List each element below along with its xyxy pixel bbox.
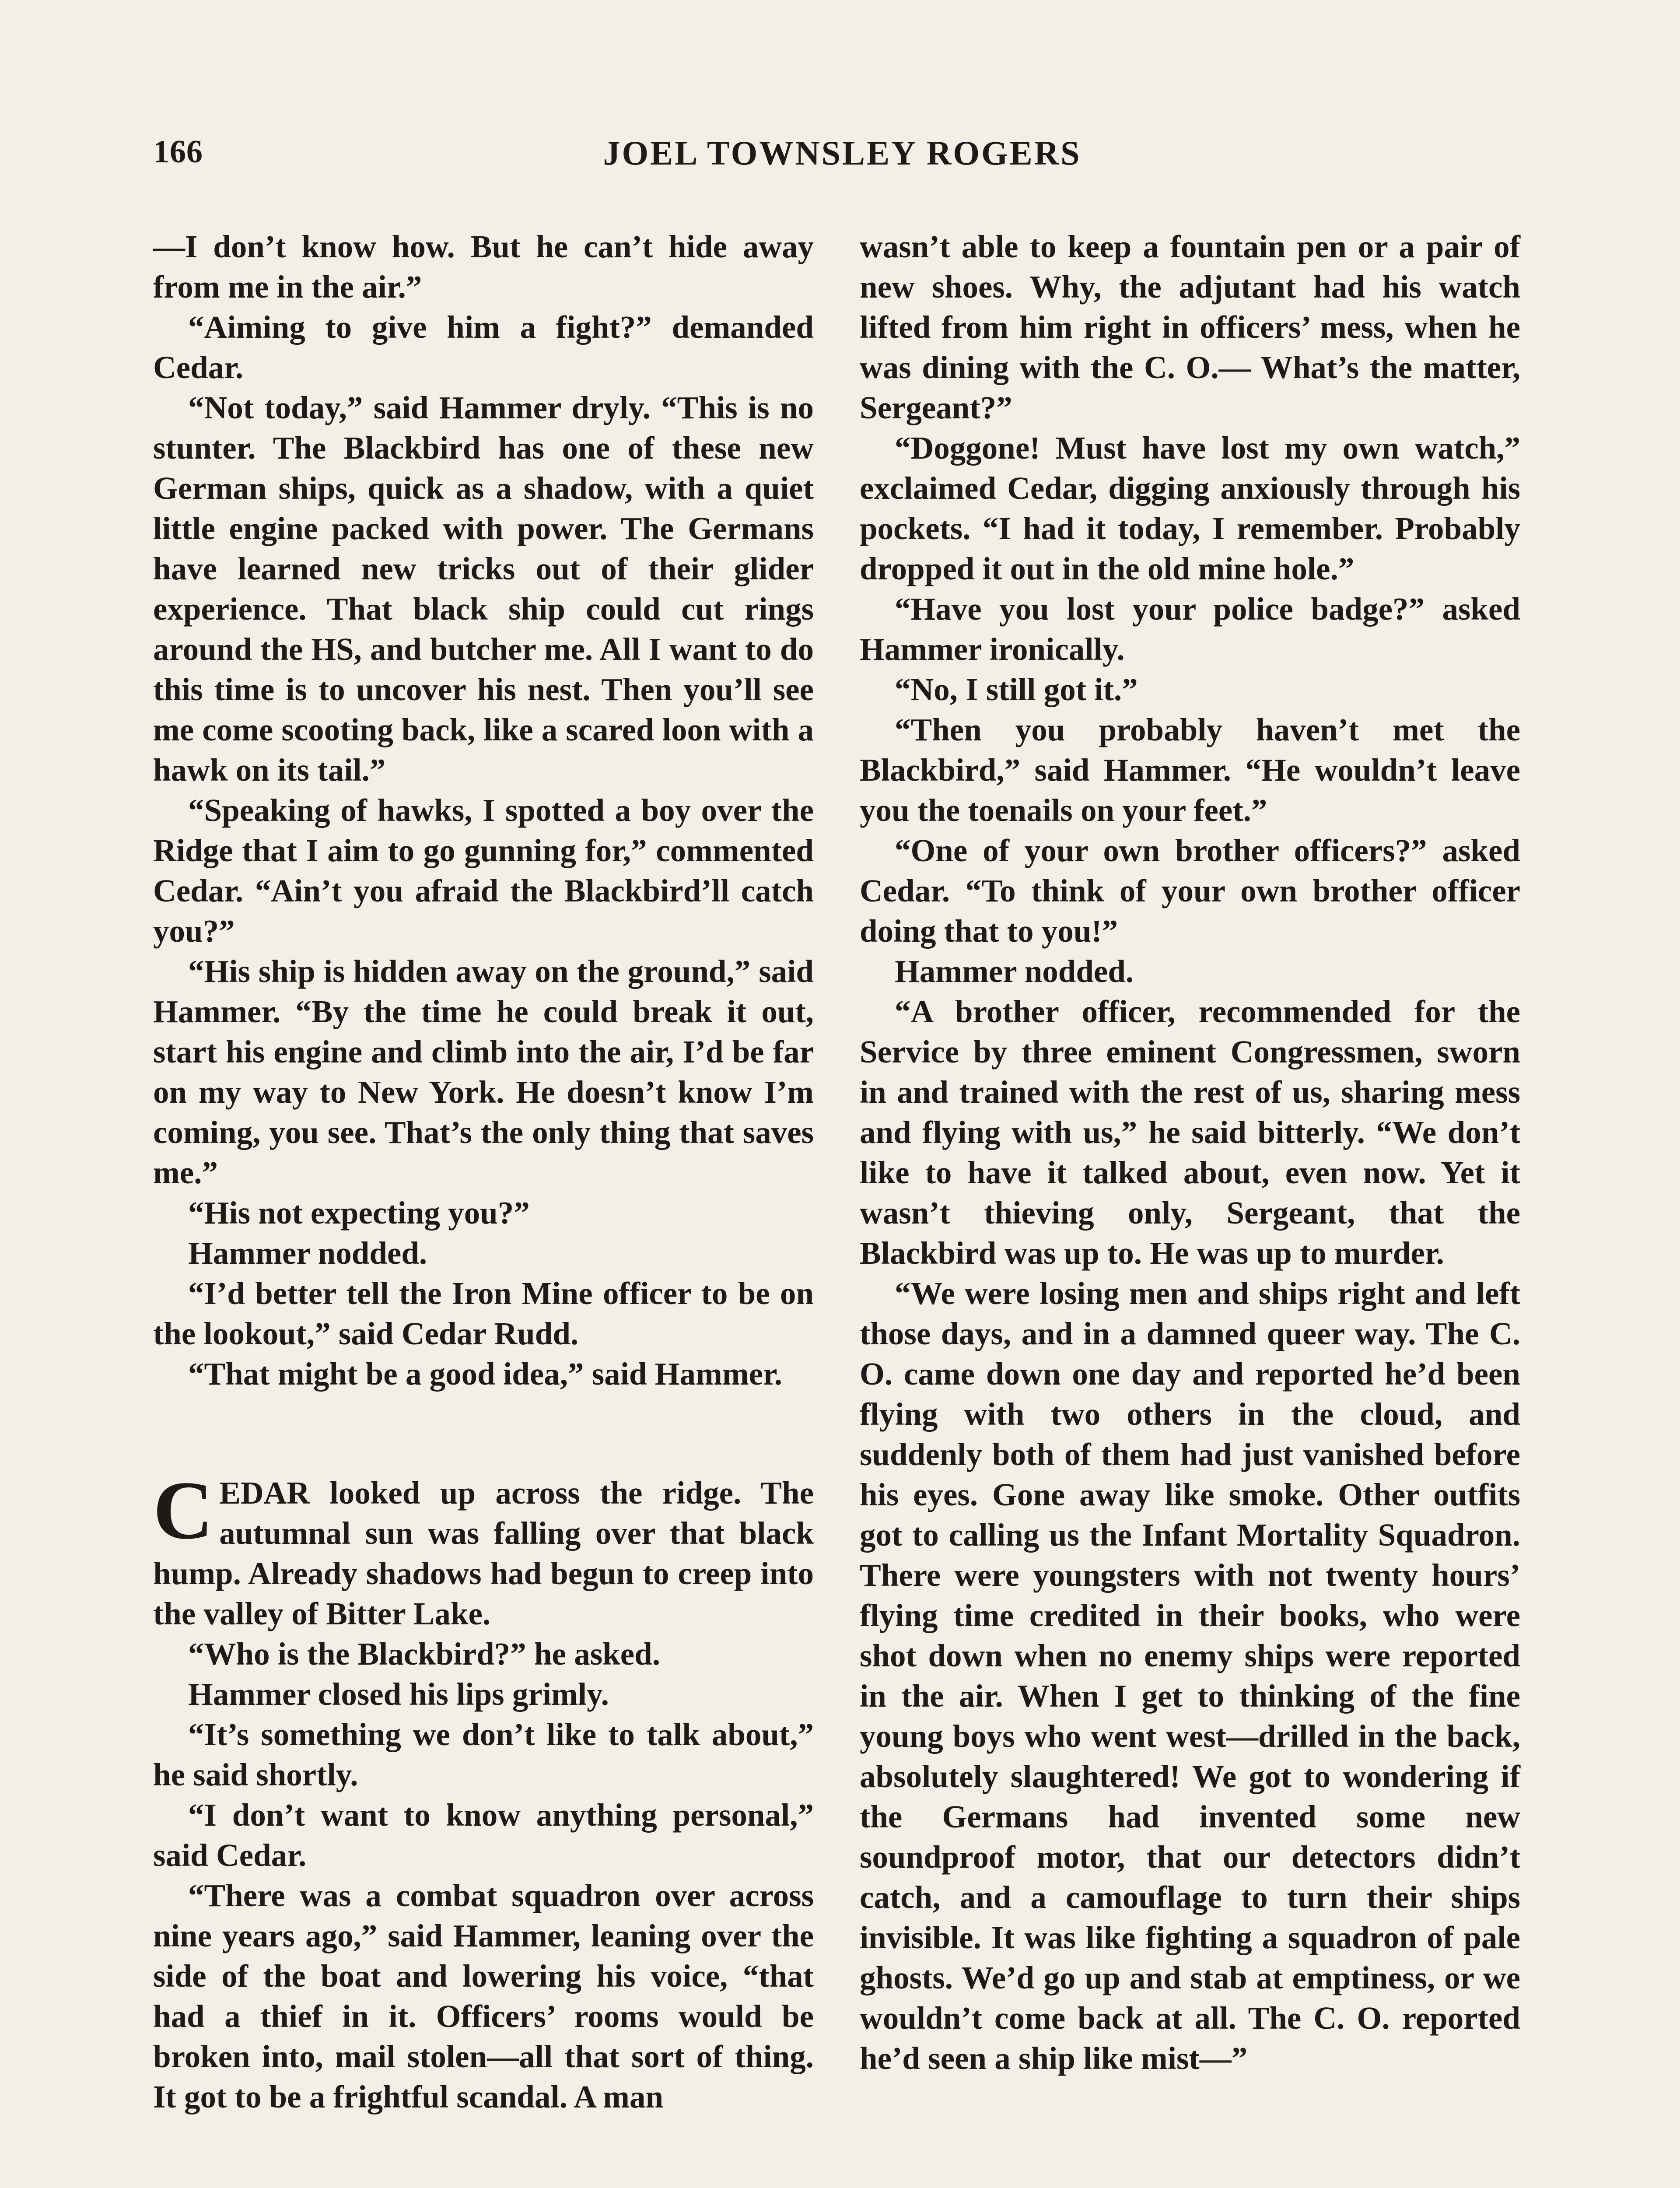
paragraph: “It’s something we don’t like to talk about,” he said shortly. bbox=[153, 1717, 814, 1792]
right-column bbox=[860, 227, 1520, 2079]
page-header bbox=[153, 133, 1531, 186]
paragraph: “Aiming to give him a fight?” demanded Cedar. bbox=[153, 309, 814, 385]
paragraph: “Who is the Blackbird?” he asked. bbox=[188, 1636, 660, 1672]
page-number: 166 bbox=[153, 134, 203, 170]
paragraph: “There was a combat squadron over across nine years ago,” said Hammer, leaning over the side of the boat and lowering his voice, “that had a thief in it. Officers’ rooms would be broken into, mail stolen—all that sort of thing. It got to be a frightful scandal. A man bbox=[153, 1878, 814, 2114]
running-head-author: JOEL TOWNSLEY ROGERS bbox=[603, 134, 1082, 172]
paragraph: “That might be a good idea,” said Hammer. bbox=[188, 1356, 783, 1392]
section-opening-paragraph bbox=[153, 1465, 814, 1634]
left-column bbox=[153, 227, 814, 2117]
paragraph: “Not today,” said Hammer dryly. “This is no stunter. The Blackbird has one of these new German ships, quick as a shadow, with a quiet little engine packed with power. The Germans have learned new tricks out of their glider experience. That black ship could cut rings around the HS, and butcher me. All I want to do this time is to uncover his nest. Then you’ll see me come scooting back, like a scared loon with a hawk on its tail.” bbox=[153, 390, 814, 788]
drop-cap: C bbox=[153, 1465, 214, 1557]
paragraph: “Speaking of hawks, I spotted a boy over the Ridge that I aim to go gunning for,” commented Cedar. “Ain’t you afraid the Blackbird’ll catch you?” bbox=[153, 792, 814, 949]
paragraph: “I don’t want to know anything personal,” said Cedar. bbox=[153, 1797, 814, 1873]
paragraph: Hammer nodded. bbox=[895, 954, 1134, 989]
paragraph: “A brother officer, recommended for the Service by three eminent Congressmen, sworn in and trained with the rest of us, sharing mess and flying with us,” he said bitterly. “We don’t like to have it talked about, even now. Yet it wasn’t thieving only, Sergeant, that the Blackbird was up to. He was up to murder. bbox=[860, 994, 1520, 1271]
paragraph: “His not expecting you?” bbox=[188, 1195, 530, 1231]
paragraph: —I don’t know how. But he can’t hide away from me in the air.” bbox=[153, 229, 814, 305]
paragraph: wasn’t able to keep a fountain pen or a pair of new shoes. Why, the adjutant had his watch lifted from him right in officers’ mess, when he was dining with the C. O.— What’s the matter, Sergeant?” bbox=[860, 229, 1520, 425]
paragraph: “Doggone! Must have lost my own watch,” exclaimed Cedar, digging anxiously through his pockets. “I had it today, I remember. Probably dropped it out in the old mine hole.” bbox=[860, 430, 1520, 586]
paragraph: “One of your own brother officers?” asked Cedar. “To think of your own brother officer doing that to you!” bbox=[860, 833, 1520, 949]
section-opening-text: looked up across the ridge. The autumnal sun was falling over that black hump. Already shadows had begun to creep into the valley of Bitter Lake. bbox=[153, 1475, 814, 1631]
paragraph: “Then you probably haven’t met the Blackbird,” said Hammer. “He wouldn’t leave you the toenails on your feet.” bbox=[860, 712, 1520, 828]
paragraph: “We were losing men and ships right and left those days, and in a damned queer way. The C. O. came down one day and reported he’d been flying with two others in the cloud, and suddenly both of them had just vanished before his eyes. Gone away like smoke. Other outfits got to calling us the Infant Mortality Squadron. There were youngsters with not twenty hours’ flying time credited in their books, who were shot down when no enemy ships were reported in the air. When I get to thinking of the fine young boys who went west—drilled in the back, absolutely slaughtered! We got to wondering if the Germans had invented some new soundproof motor, that our detectors didn’t catch, and a camouflage to turn their ships invisible. It was like fighting a squadron of pale ghosts. We’d go up and stab at emptiness, or we wouldn’t come back at all. The C. O. reported he’d seen a ship like mist—” bbox=[860, 1276, 1520, 2076]
paragraph: “His ship is hidden away on the ground,” said Hammer. “By the time he could break it out, start his engine and climb into the air, I’d be far on my way to New York. He doesn’t know I’m coming, you see. That’s the only thing that saves me.” bbox=[153, 954, 814, 1190]
paragraph: “Have you lost your police badge?” asked Hammer ironically. bbox=[860, 591, 1520, 667]
paragraph: “No, I still got it.” bbox=[895, 672, 1138, 707]
paragraph: Hammer nodded. bbox=[188, 1235, 427, 1271]
paragraph: Hammer closed his lips grimly. bbox=[188, 1676, 609, 1712]
first-word-smallcaps: EDAR bbox=[219, 1475, 310, 1511]
paragraph: “I’d better tell the Iron Mine officer to be on the lookout,” said Cedar Rudd. bbox=[153, 1276, 814, 1351]
